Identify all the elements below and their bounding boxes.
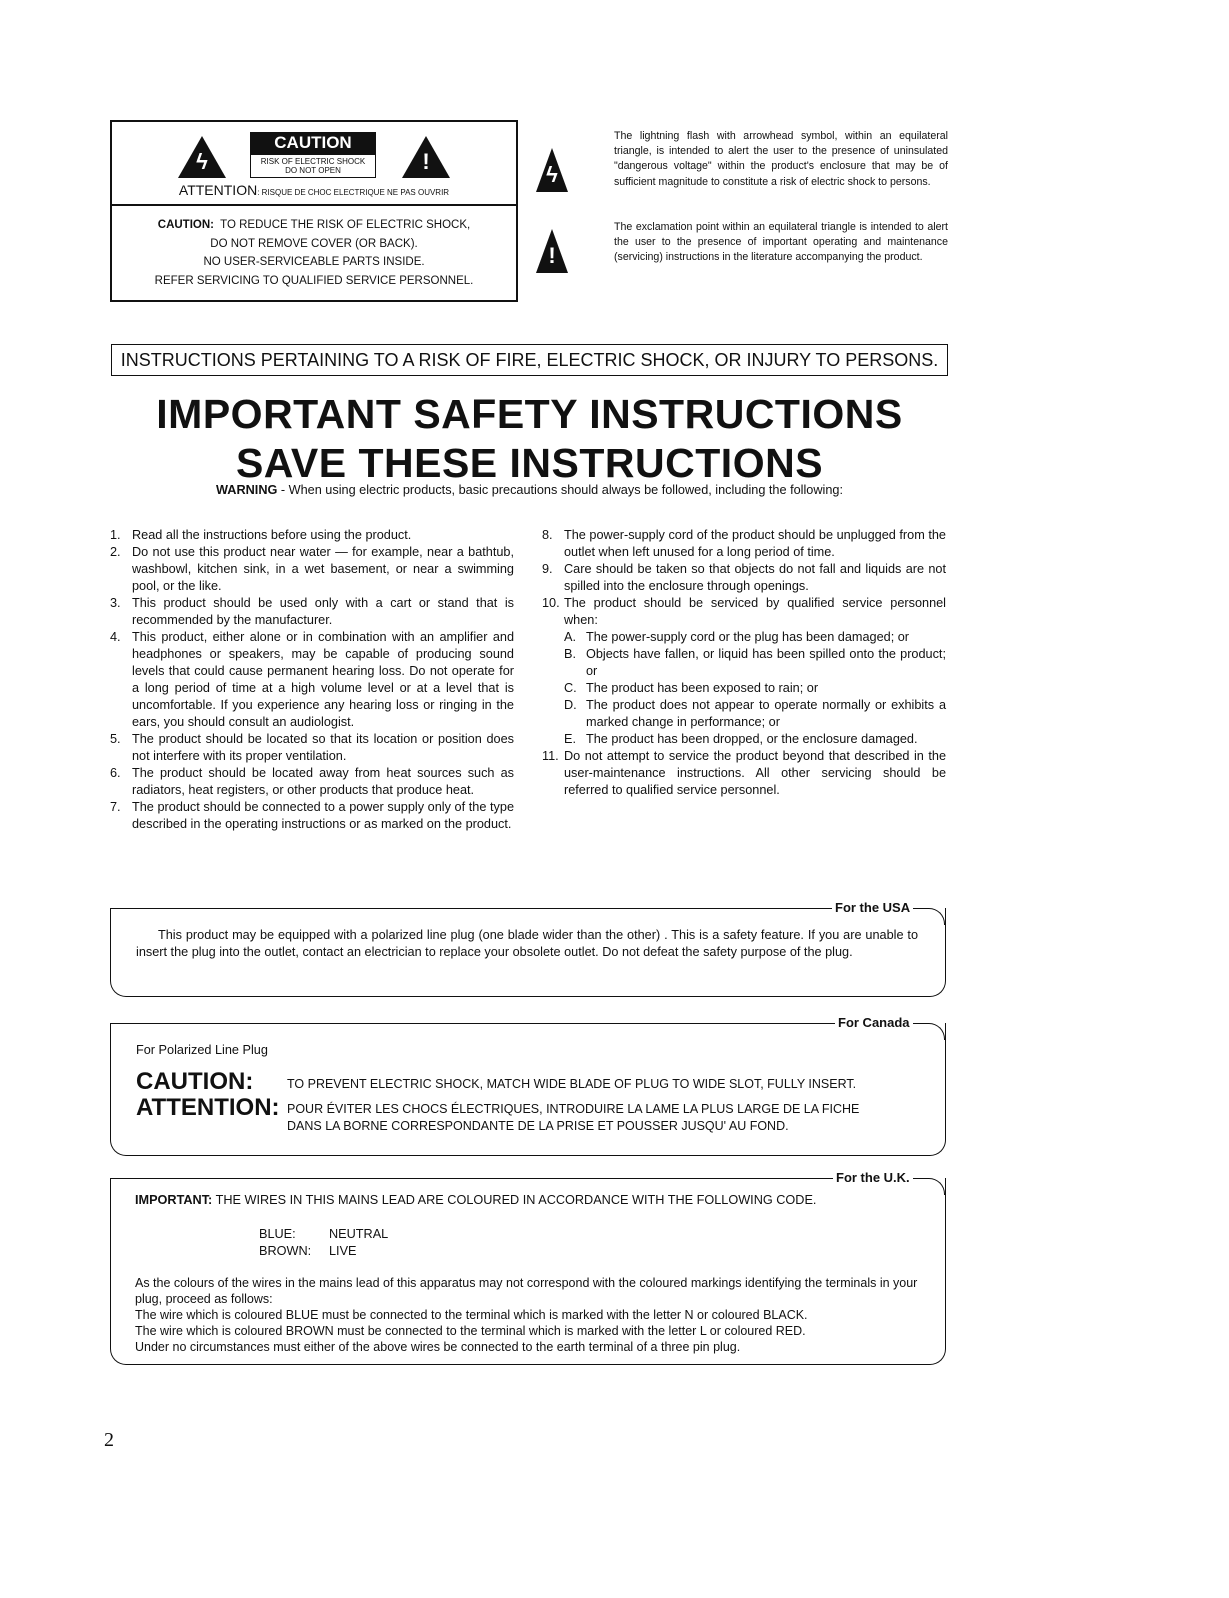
sub-list-item xyxy=(542,646,946,680)
caution-line3: NO USER-SERVICEABLE PARTS INSIDE. xyxy=(203,256,425,268)
attention-french: : RISQUE DE CHOC ELECTRIQUE NE PAS OUVRIR xyxy=(257,188,450,197)
warning-line xyxy=(0,483,1059,497)
canada-attention-label: ATTENTION: xyxy=(136,1094,280,1121)
uk-important-line xyxy=(135,1192,816,1209)
page-subtitle: SAVE THESE INSTRUCTIONS xyxy=(235,440,824,486)
list-text: This product, either alone or in combination with an amplifier and headphones or speakers, may be capable of producing sound levels that could cause permanent hearing loss. Do not operate for a long period of time at a high volume level or at a level that is uncomfortable. If you experience any hearing loss or ringing in the ears, you should consult an audiologist. xyxy=(132,630,514,729)
list-text: Do not use this product near water — for example, near a bathtub, washbowl, kitchen sink, in a wet basement, or near a swimming pool, or the like. xyxy=(132,545,514,593)
list-item xyxy=(110,595,514,629)
list-number: 8. xyxy=(542,528,553,542)
list-text: The power-supply cord of the product should be unplugged from the outlet when left unused for a long period of time. xyxy=(564,528,946,559)
list-number: 9. xyxy=(542,562,553,576)
uk-important-text: THE WIRES IN THIS MAINS LEAD ARE COLOURED IN ACCORDANCE WITH THE FOLLOWING CODE. xyxy=(212,1193,817,1207)
list-item xyxy=(110,544,514,595)
caution-word: CAUTION xyxy=(250,132,376,154)
caution-sub-line2: DO NOT OPEN xyxy=(285,166,341,175)
caution-line1: TO REDUCE THE RISK OF ELECTRIC SHOCK, xyxy=(220,219,471,231)
sub-list-text: The product has been exposed to rain; or xyxy=(586,681,819,695)
caution-label-top xyxy=(112,122,516,206)
canada-box xyxy=(110,1023,946,1156)
caution-sticker xyxy=(250,132,376,178)
list-number: 11. xyxy=(542,749,559,763)
sub-list-letter: E. xyxy=(564,732,576,746)
uk-paragraphs xyxy=(135,1275,925,1355)
sub-list-text: The power-supply cord or the plug has been damaged; or xyxy=(586,630,910,644)
uk-tag: For the U.K. xyxy=(833,1170,913,1185)
caution-instructions xyxy=(112,216,516,290)
uk-para4: Under no circumstances must either of the above wires be connected to the earth terminal of a three pin plug. xyxy=(135,1340,741,1354)
canada-caution-text: TO PREVENT ELECTRIC SHOCK, MATCH WIDE BLADE OF PLUG TO WIDE SLOT, FULLY INSERT. xyxy=(287,1077,857,1091)
warning-label: WARNING xyxy=(216,483,278,497)
uk-box xyxy=(110,1178,946,1365)
list-item xyxy=(110,527,514,544)
list-item xyxy=(110,799,514,833)
lightning-warning-icon: ϟ xyxy=(178,136,226,178)
caution-line2: DO NOT REMOVE COVER (OR BACK). xyxy=(210,237,418,250)
usa-box xyxy=(110,908,946,997)
sub-list-item xyxy=(542,680,946,697)
list-item xyxy=(542,748,946,799)
list-text: The product should be serviced by qualified service personnel when: xyxy=(564,596,946,627)
attention-line xyxy=(112,182,516,198)
list-number: 1. xyxy=(110,528,121,542)
sub-list-item xyxy=(542,731,946,748)
list-item xyxy=(110,765,514,799)
list-item xyxy=(110,731,514,765)
caution-label-box xyxy=(110,120,518,302)
caution-sub-line1: RISK OF ELECTRIC SHOCK xyxy=(260,157,366,166)
canada-attention-text2: DANS LA BORNE CORRESPONDANTE DE LA PRISE ET POUSSER JUSQU' AU FOND. xyxy=(287,1119,789,1133)
uk-para3: The wire which is coloured BROWN must be connected to the terminal which is marked with the letter L or coloured RED. xyxy=(135,1324,806,1338)
list-text: Read all the instructions before using the product. xyxy=(132,528,412,542)
sub-list-text: Objects have fallen, or liquid has been spilled onto the product; or xyxy=(586,647,946,678)
sub-list-letter: A. xyxy=(564,630,576,644)
sub-list-text: The product does not appear to operate normally or exhibits a marked change in performance; or xyxy=(586,698,946,729)
list-text: The product should be connected to a power supply only of the type described in the operating instructions or as marked on the product. xyxy=(132,800,514,831)
usa-tag: For the USA xyxy=(832,900,913,915)
list-text: The product should be located so that its location or position does not interfere with its proper ventilation. xyxy=(132,732,514,763)
risk-header: INSTRUCTIONS PERTAINING TO A RISK OF FIRE, ELECTRIC SHOCK, OR INJURY TO PERSONS. xyxy=(111,344,948,376)
canada-attention-text1: POUR ÉVITER LES CHOCS ÉLECTRIQUES, INTRODUIRE LA LAME LA PLUS LARGE DE LA FICHE xyxy=(287,1102,860,1116)
uk-para2: The wire which is coloured BLUE must be connected to the terminal which is marked with the letter N or coloured BLACK. xyxy=(135,1308,808,1322)
list-number: 5. xyxy=(110,732,121,746)
list-text: This product should be used only with a cart or stand that is recommended by the manufacturer. xyxy=(132,596,514,627)
list-item xyxy=(542,527,946,561)
canada-tag: For Canada xyxy=(835,1015,913,1030)
caution-line4: REFER SERVICING TO QUALIFIED SERVICE PERSONNEL. xyxy=(154,274,474,287)
caution-subtext xyxy=(250,154,376,178)
sub-list-item xyxy=(542,697,946,731)
caution-prefix: CAUTION: xyxy=(157,219,214,231)
list-item xyxy=(542,595,946,629)
exclamation-symbol-icon: ! xyxy=(536,229,568,273)
instructions-right-column xyxy=(542,527,946,799)
list-text: The product should be located away from heat sources such as radiators, heat registers, or other products that produce heat. xyxy=(132,766,514,797)
list-number: 3. xyxy=(110,596,121,610)
list-number: 2. xyxy=(110,545,121,559)
uk-blue-value: NEUTRAL xyxy=(329,1227,389,1241)
list-text: Do not attempt to service the product beyond that described in the user-maintenance instructions. All other servicing should be referred to qualified service personnel. xyxy=(564,749,946,797)
uk-para1: As the colours of the wires in the mains lead of this apparatus may not correspond with the coloured markings identifying the terminals in your plug, proceed as follows: xyxy=(135,1276,918,1306)
uk-brown-label: BROWN: xyxy=(259,1244,312,1258)
sub-list-letter: D. xyxy=(564,698,577,712)
instructions-left-column xyxy=(110,527,514,833)
sub-list-text: The product has been dropped, or the enclosure damaged. xyxy=(586,732,918,746)
canada-heading: For Polarized Line Plug xyxy=(136,1043,268,1057)
canada-caution-label: CAUTION: xyxy=(136,1068,254,1095)
exclamation-warning-icon: ! xyxy=(402,136,450,178)
list-number: 10. xyxy=(542,596,560,610)
page-number: 2 xyxy=(104,1429,114,1451)
page-title: IMPORTANT SAFETY INSTRUCTIONS xyxy=(156,391,903,437)
list-number: 6. xyxy=(110,766,121,780)
uk-important-label: IMPORTANT: xyxy=(135,1193,213,1207)
lightning-symbol-text: The lightning flash with arrowhead symbol, within an equilateral triangle, is intended to alert the user to the presence of uninsulated "dangerous voltage" within the product's enclosure that may be of sufficient magnitude to constitute a risk of electric shock to persons. xyxy=(614,130,948,188)
list-number: 4. xyxy=(110,630,121,644)
attention-word: ATTENTION xyxy=(178,182,258,198)
uk-brown-value: LIVE xyxy=(329,1244,357,1258)
list-item xyxy=(542,561,946,595)
lightning-symbol-icon: ϟ xyxy=(536,148,568,192)
sub-list-letter: C. xyxy=(564,681,577,695)
uk-blue-label: BLUE: xyxy=(259,1227,296,1241)
sub-list-item xyxy=(542,629,946,646)
warning-text: - When using electric products, basic precautions should always be followed, including the following: xyxy=(277,483,843,497)
exclamation-symbol-text: The exclamation point within an equilateral triangle is intended to alert the user to the presence of important operating and maintenance (servicing) instructions in the literature accompanying the product. xyxy=(614,221,948,264)
sub-list-letter: B. xyxy=(564,647,576,661)
list-item xyxy=(110,629,514,731)
list-text: Care should be taken so that objects do not fall and liquids are not spilled into the enclosure through openings. xyxy=(564,562,946,593)
list-number: 7. xyxy=(110,800,121,814)
usa-text: This product may be equipped with a polarized line plug (one blade wider than the other) . This is a safety feature. If you are unable to insert the plug into the outlet, contact an electrician to replace your obsolete outlet. Do not defeat the safety purpose of the plug. xyxy=(136,928,918,959)
